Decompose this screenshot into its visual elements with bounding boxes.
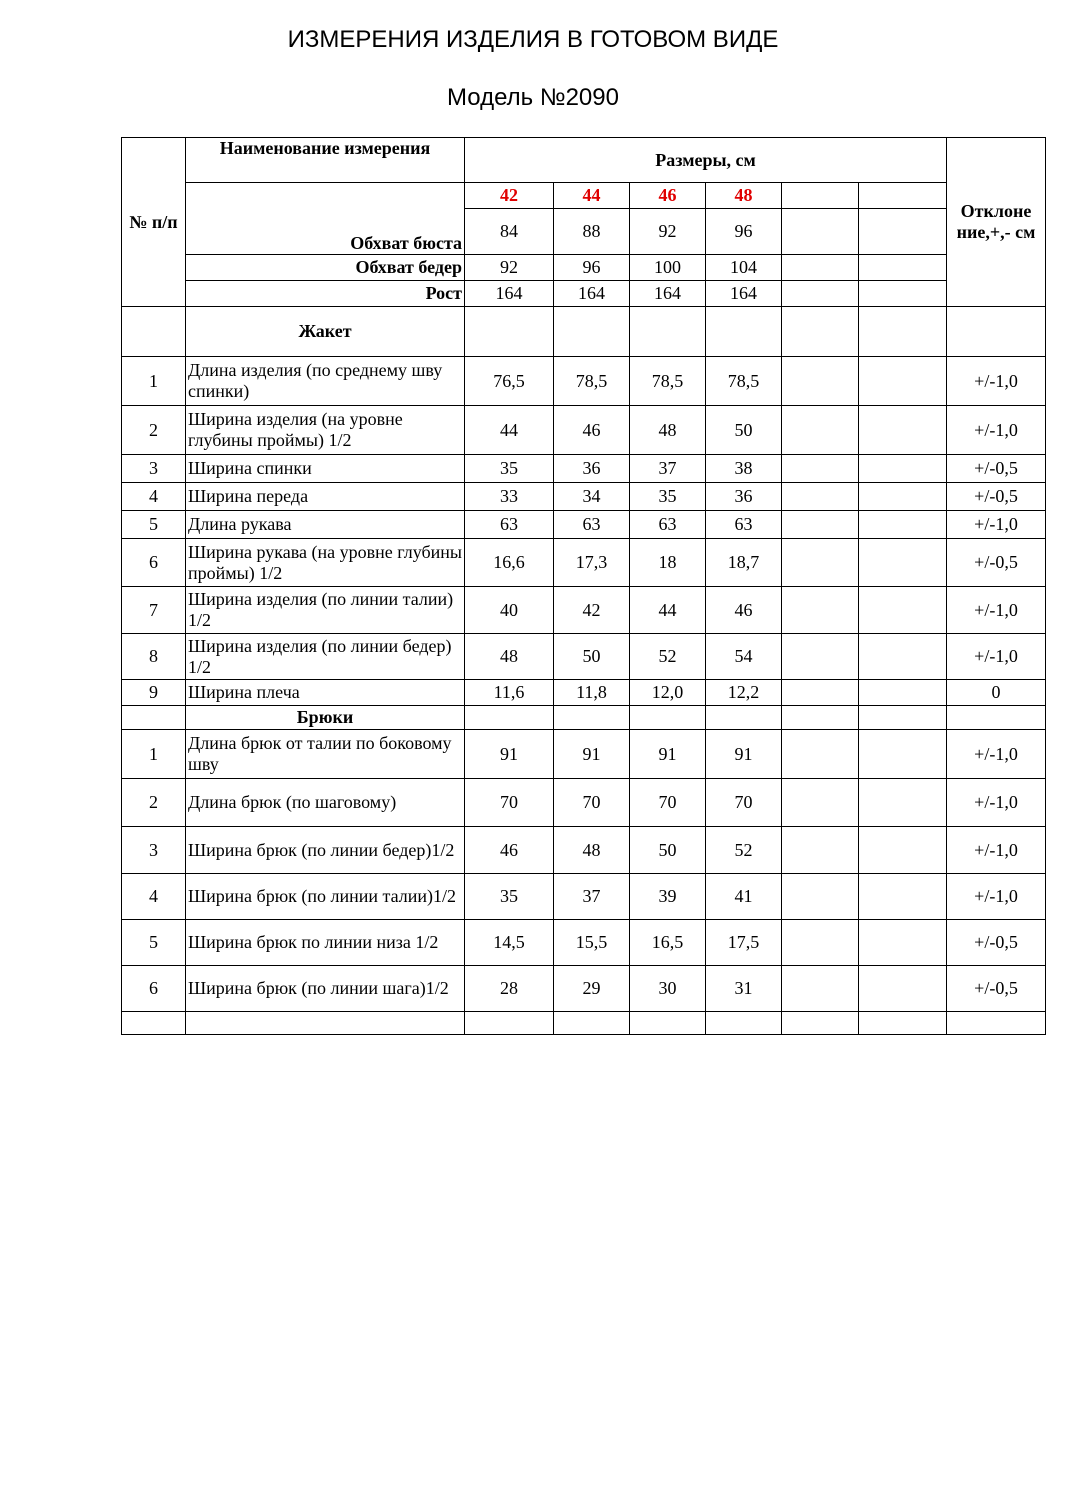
empty-cell [782,680,859,706]
measurement-name: Ширина изделия (по линии бедер) 1/2 [186,634,465,680]
measurement-value: 48 [630,406,706,455]
bust-value: 92 [630,209,706,255]
measurement-value: 54 [706,634,782,680]
table-row [122,483,1046,511]
measurement-value: 17,5 [706,920,782,966]
deviation-value: +/-0,5 [947,539,1046,587]
empty-cell [859,634,947,680]
empty-cell [859,483,947,511]
row-number: 1 [122,730,186,779]
measurement-value: 18 [630,539,706,587]
measurement-value: 70 [630,779,706,827]
measurement-name: Ширина плеча [186,680,465,706]
measurement-value: 44 [465,406,554,455]
empty-cell [859,920,947,966]
measurements-table [121,137,1046,1035]
empty-cell [859,779,947,827]
row-number: 5 [122,511,186,539]
empty-cell [782,874,859,920]
table-row [122,587,1046,634]
deviation-value: +/-1,0 [947,779,1046,827]
table-row [122,779,1046,827]
deviation-value: +/-1,0 [947,406,1046,455]
measurement-value: 91 [706,730,782,779]
measurement-value: 50 [630,827,706,874]
empty-cell [782,779,859,827]
measurement-value: 37 [554,874,630,920]
bust-value: 88 [554,209,630,255]
model-number: Модель №2090 [447,84,619,111]
deviation-value: +/-1,0 [947,730,1046,779]
empty-cell [859,539,947,587]
row-number: 3 [122,455,186,483]
table-row [122,680,1046,706]
measurement-name: Ширина брюк по линии низа 1/2 [186,920,465,966]
size-value: 48 [706,183,782,209]
empty-cell [782,511,859,539]
empty-cell [859,874,947,920]
deviation-value: +/-1,0 [947,874,1046,920]
empty-cell [859,680,947,706]
bust-label: Обхват бюста [186,183,465,255]
measurement-value: 38 [706,455,782,483]
measurement-name: Ширина рукава (на уровне глубины проймы) 1/2 [186,539,465,587]
measurement-name: Ширина брюк (по линии бедер)1/2 [186,827,465,874]
measurement-name: Длина рукава [186,511,465,539]
empty-cell [859,406,947,455]
size-value: 46 [630,183,706,209]
height-value: 164 [630,281,706,307]
empty-cell [859,587,947,634]
measurement-value: 41 [706,874,782,920]
deviation-value: +/-0,5 [947,920,1046,966]
hips-label: Обхват бедер [186,255,465,281]
row-number: 4 [122,483,186,511]
measurement-value: 30 [630,966,706,1012]
measurement-value: 48 [554,827,630,874]
empty-cell [859,827,947,874]
measurement-value: 11,8 [554,680,630,706]
empty-cell [782,539,859,587]
empty-cell [782,966,859,1012]
table-row [122,406,1046,455]
header-deviation: Отклоне ние,+,- см [947,138,1046,307]
measurement-value: 78,5 [554,357,630,406]
section-title-trousers: Брюки [186,706,465,730]
measurement-name: Длина изделия (по среднему шву спинки) [186,357,465,406]
measurement-value: 29 [554,966,630,1012]
deviation-value: +/-0,5 [947,455,1046,483]
empty-cell [782,357,859,406]
measurement-value: 76,5 [465,357,554,406]
measurement-value: 37 [630,455,706,483]
empty-cell [859,455,947,483]
hips-value: 92 [465,255,554,281]
measurement-value: 91 [554,730,630,779]
empty-cell [782,406,859,455]
deviation-value: +/-1,0 [947,587,1046,634]
bust-value: 84 [465,209,554,255]
measurement-value: 44 [630,587,706,634]
measurement-value: 52 [706,827,782,874]
hips-value: 96 [554,255,630,281]
measurement-value: 91 [630,730,706,779]
measurement-value: 46 [465,827,554,874]
table-row [122,357,1046,406]
row-number: 4 [122,874,186,920]
measurement-name: Ширина переда [186,483,465,511]
empty-cell [782,587,859,634]
deviation-value: +/-1,0 [947,634,1046,680]
hips-value: 100 [630,255,706,281]
measurement-value: 42 [554,587,630,634]
empty-cell [782,455,859,483]
measurement-value: 35 [465,455,554,483]
deviation-value: +/-1,0 [947,827,1046,874]
row-number: 8 [122,634,186,680]
measurement-value: 78,5 [706,357,782,406]
table-row [122,455,1046,483]
deviation-value: 0 [947,680,1046,706]
measurement-value: 50 [706,406,782,455]
row-number: 2 [122,406,186,455]
empty-cell [782,730,859,779]
empty-cell [859,966,947,1012]
measurement-value: 52 [630,634,706,680]
height-value: 164 [554,281,630,307]
size-value: 44 [554,183,630,209]
row-number: 1 [122,357,186,406]
measurement-name: Ширина брюк (по линии шага)1/2 [186,966,465,1012]
empty-cell [782,920,859,966]
measurement-value: 36 [554,455,630,483]
measurement-value: 40 [465,587,554,634]
empty-cell [859,511,947,539]
measurement-value: 31 [706,966,782,1012]
measurement-value: 14,5 [465,920,554,966]
row-number: 9 [122,680,186,706]
height-label: Рост [186,281,465,307]
measurement-value: 78,5 [630,357,706,406]
height-value: 164 [706,281,782,307]
measurement-value: 46 [706,587,782,634]
measurement-value: 91 [465,730,554,779]
measurement-value: 35 [465,874,554,920]
measurement-value: 12,2 [706,680,782,706]
measurement-value: 39 [630,874,706,920]
measurement-value: 17,3 [554,539,630,587]
deviation-value: +/-0,5 [947,483,1046,511]
table-row [122,634,1046,680]
measurement-value: 34 [554,483,630,511]
table-row [122,730,1046,779]
header-sizes: Размеры, см [465,138,947,183]
empty-cell [782,634,859,680]
measurement-value: 35 [630,483,706,511]
table-row [122,920,1046,966]
measurement-value: 18,7 [706,539,782,587]
row-number: 2 [122,779,186,827]
table-row [122,874,1046,920]
measurement-value: 36 [706,483,782,511]
measurement-value: 70 [706,779,782,827]
deviation-value: +/-1,0 [947,357,1046,406]
measurement-value: 46 [554,406,630,455]
measurement-value: 16,5 [630,920,706,966]
row-number: 6 [122,539,186,587]
measurement-value: 11,6 [465,680,554,706]
measurement-value: 63 [706,511,782,539]
measurement-value: 70 [465,779,554,827]
empty-cell [859,357,947,406]
measurement-value: 28 [465,966,554,1012]
deviation-value: +/-0,5 [947,966,1046,1012]
row-number: 3 [122,827,186,874]
header-no: № п/п [122,138,186,307]
measurement-name: Ширина изделия (на уровне глубины проймы) 1/2 [186,406,465,455]
table-row [122,827,1046,874]
measurement-value: 63 [630,511,706,539]
empty-cell [782,483,859,511]
height-value: 164 [465,281,554,307]
section-title-jacket: Жакет [186,307,465,357]
empty-cell [859,730,947,779]
deviation-value: +/-1,0 [947,511,1046,539]
document-title: ИЗМЕРЕНИЯ ИЗДЕЛИЯ В ГОТОВОМ ВИДЕ [287,26,779,53]
measurement-name: Ширина спинки [186,455,465,483]
row-number: 6 [122,966,186,1012]
measurement-value: 63 [465,511,554,539]
measurement-value: 63 [554,511,630,539]
measurement-name: Длина брюк от талии по боковому шву [186,730,465,779]
table-row [122,511,1046,539]
measurement-value: 50 [554,634,630,680]
measurement-value: 16,6 [465,539,554,587]
measurement-name: Ширина брюк (по линии талии)1/2 [186,874,465,920]
header-name: Наименование измерения [186,138,465,183]
measurement-name: Ширина изделия (по линии талии) 1/2 [186,587,465,634]
empty-cell [782,827,859,874]
table-row [122,966,1046,1012]
measurement-value: 12,0 [630,680,706,706]
bust-value: 96 [706,209,782,255]
measurement-value: 15,5 [554,920,630,966]
row-number: 5 [122,920,186,966]
row-number: 7 [122,587,186,634]
size-value: 42 [465,183,554,209]
table-row [122,539,1046,587]
measurement-name: Длина брюк (по шаговому) [186,779,465,827]
measurement-value: 70 [554,779,630,827]
measurement-value: 33 [465,483,554,511]
hips-value: 104 [706,255,782,281]
measurement-value: 48 [465,634,554,680]
